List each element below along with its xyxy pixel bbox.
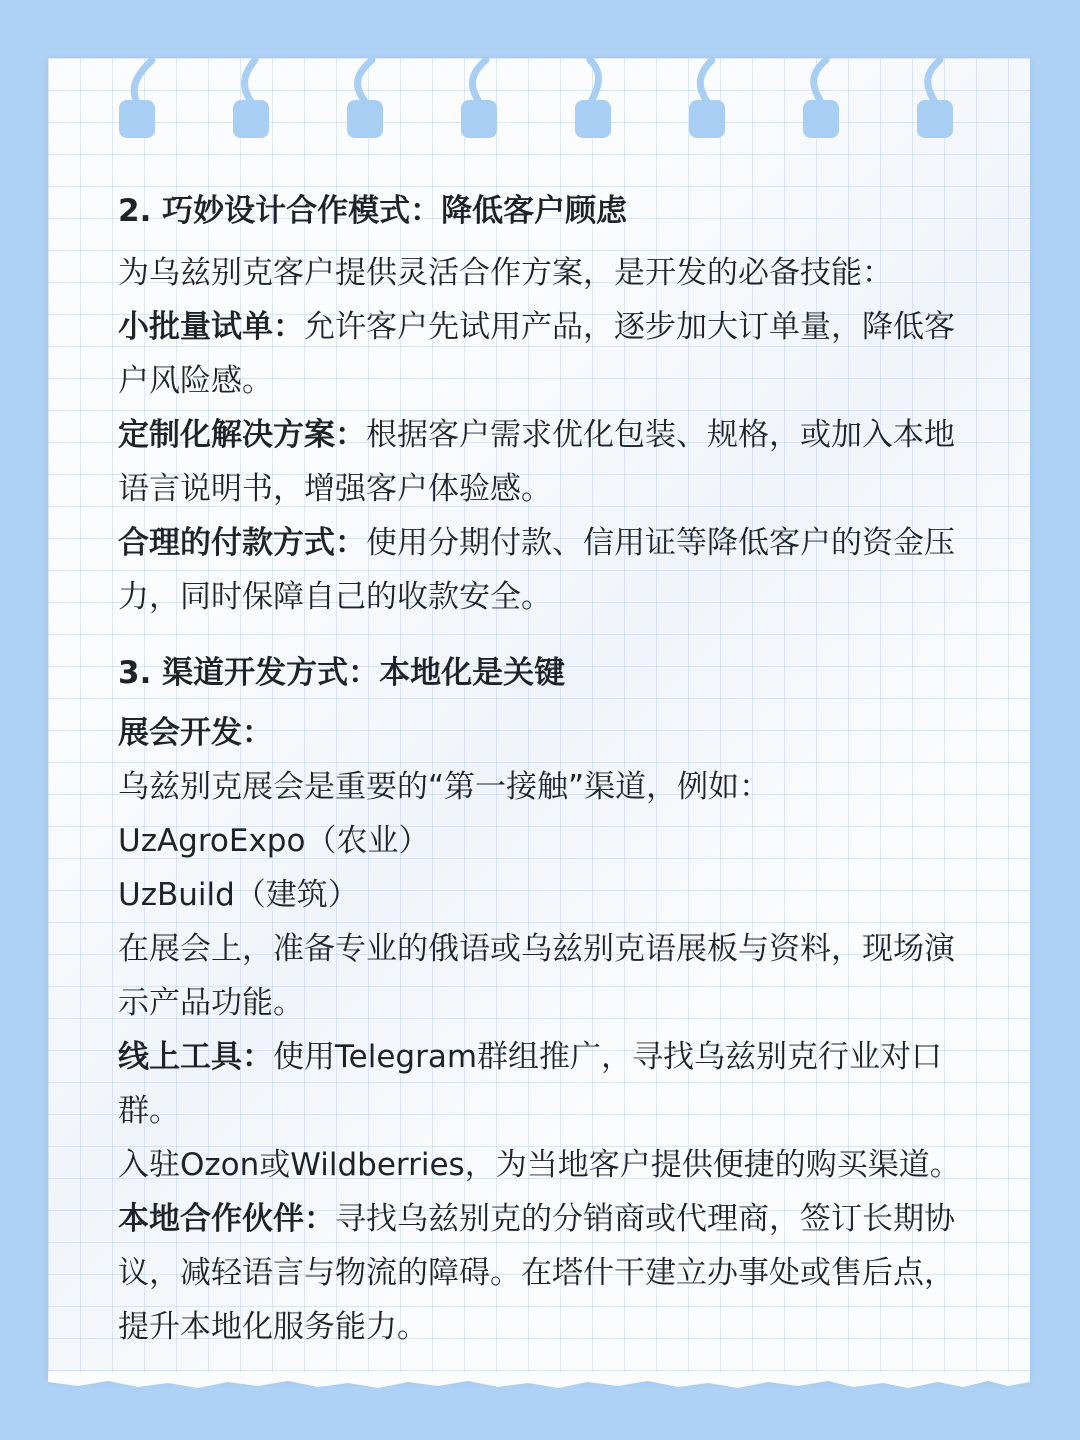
trial-order-item: 小批量试单：允许客户先试用产品，逐步加大订单量，降低客 <box>118 309 955 345</box>
online-tools-item-cont: 入驻Ozon或Wildberries，为当地客户提供便捷的购买渠道。 <box>118 1147 961 1183</box>
online-tools-label: 线上工具： <box>118 1039 273 1075</box>
section3-heading: 3. 渠道开发方式：本地化是关键 <box>118 655 566 691</box>
trial-order-item-cont: 户风险感。 <box>118 363 273 399</box>
expo-list-item: UzAgroExpo（农业） <box>118 823 430 859</box>
section2-intro: 为乌兹别克客户提供灵活合作方案，是开发的必备技能： <box>118 255 893 291</box>
expo-label: 展会开发： <box>118 715 273 751</box>
custom-solution-item: 定制化解决方案：根据客户需求优化包装、规格，或加入本地 <box>118 417 955 453</box>
expo-text: 在展会上，准备专业的俄语或乌兹别克语展板与资料，现场演 <box>118 931 955 967</box>
local-partner-label: 本地合作伙伴： <box>118 1201 335 1237</box>
local-partner-item-cont: 议，减轻语言与物流的障碍。在塔什干建立办事处或售后点， <box>118 1255 955 1291</box>
expo-intro: 乌兹别克展会是重要的“第一接触”渠道，例如： <box>118 769 771 805</box>
local-partner-item: 本地合作伙伴：寻找乌兹别克的分销商或代理商，签订长期协 <box>118 1201 955 1237</box>
custom-solution-item-cont: 语言说明书，增强客户体验感。 <box>118 471 552 507</box>
payment-method-item: 合理的付款方式：使用分期付款、信用证等降低客户的资金压 <box>118 525 955 561</box>
torn-paper-edge <box>48 1372 1030 1394</box>
payment-method-label: 合理的付款方式： <box>118 525 366 561</box>
online-tools-item: 线上工具：使用Telegram群组推广，寻找乌兹别克行业对口群。 <box>118 1039 943 1129</box>
expo-text-cont: 示产品功能。 <box>118 985 304 1021</box>
section2-heading: 2. 巧妙设计合作模式：降低客户顾虑 <box>118 193 628 229</box>
trial-order-label: 小批量试单： <box>118 309 304 345</box>
custom-solution-label: 定制化解决方案： <box>118 417 366 453</box>
payment-method-item-cont: 力，同时保障自己的收款安全。 <box>118 579 552 615</box>
local-partner-item-cont: 提升本地化服务能力。 <box>118 1309 428 1345</box>
expo-list-item: UzBuild（建筑） <box>118 877 359 913</box>
note-content <box>118 186 998 1354</box>
